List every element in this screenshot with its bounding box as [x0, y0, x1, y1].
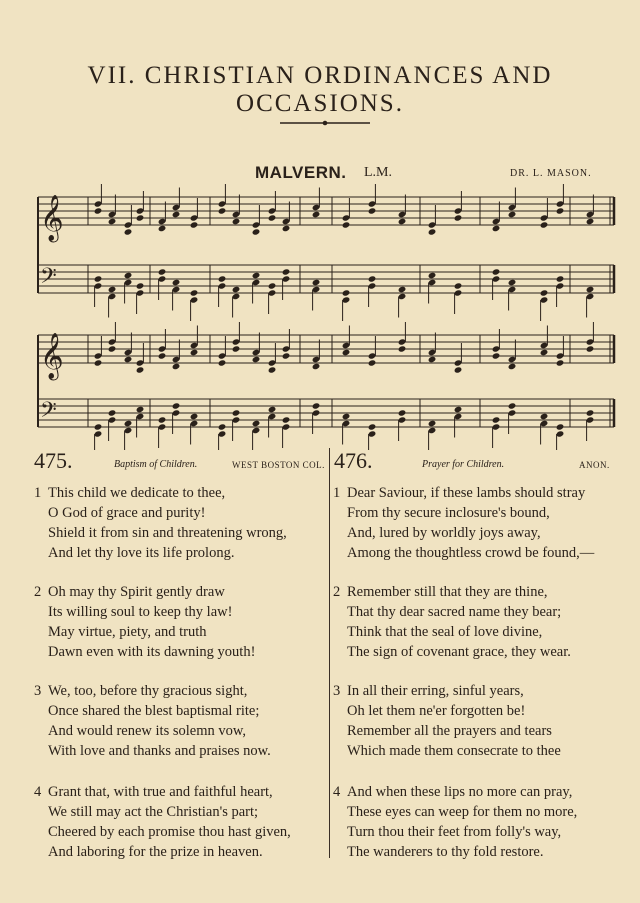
stanza-line: O God of grace and purity!: [48, 505, 206, 521]
note-head: [172, 402, 181, 409]
note-head: [232, 286, 241, 293]
stanza-line: Which made them consecrate to thee: [347, 743, 561, 759]
verse-number: 1: [34, 485, 42, 501]
stanza-line: Oh let them ne'er forgotten be!: [347, 703, 526, 719]
note-head: [342, 413, 351, 420]
stanza: [34, 582, 255, 662]
stanza-line: Dear Saviour, if these lambs should stray: [347, 485, 586, 501]
note-head: [454, 366, 463, 373]
note-head: [218, 207, 227, 214]
stanza-line: Its willing soul to keep thy law!: [48, 604, 233, 620]
note-head: [268, 214, 277, 221]
note-head: [136, 406, 145, 413]
verse-number: 4: [333, 784, 341, 800]
note-head: [398, 345, 407, 352]
stanza-line: That thy dear sacred name they bear;: [347, 604, 562, 620]
note-head: [428, 272, 437, 279]
hymn-occasion: Baptism of Children.: [114, 459, 198, 470]
stanza-line: And would renew its solemn vow,: [48, 723, 247, 739]
stanza: [333, 782, 577, 862]
hymn-source: ANON.: [579, 460, 610, 470]
note-head: [232, 345, 241, 352]
note-head: [508, 363, 517, 370]
note-head: [282, 352, 291, 359]
note-head: [368, 207, 377, 214]
stanza-line: We, too, before thy gracious sight,: [48, 683, 248, 699]
stanza-line: Oh may thy Spirit gently draw: [48, 584, 225, 600]
note-head: [428, 356, 437, 363]
stanza: [333, 681, 561, 761]
note-head: [312, 363, 321, 370]
note-head: [124, 272, 133, 279]
note-head: [172, 363, 181, 370]
tune-composer: DR. L. MASON.: [510, 168, 592, 179]
note-head: [124, 356, 133, 363]
note-head: [158, 268, 167, 275]
note-head: [540, 413, 549, 420]
note-head: [136, 282, 145, 289]
bass-clef-icon: 𝄢: [40, 264, 57, 294]
hymn-number: 476.: [334, 448, 373, 473]
stanza: [333, 582, 571, 662]
note-head: [398, 409, 407, 416]
stanza-line: May virtue, piety, and truth: [48, 624, 207, 640]
verse-number: 3: [333, 683, 341, 699]
verse-number: 4: [34, 784, 42, 800]
note-head: [268, 366, 277, 373]
note-head: [586, 345, 595, 352]
stanza-line: Grant that, with true and faithful heart,: [48, 784, 273, 800]
note-head: [586, 409, 595, 416]
stanza-line: These eyes can weep for them no more,: [347, 804, 578, 820]
note-head: [136, 214, 145, 221]
note-head: [312, 279, 321, 286]
note-head: [158, 416, 167, 423]
hymn-occasion: Prayer for Children.: [422, 459, 505, 470]
note-head: [190, 289, 199, 296]
section-title: VII. CHRISTIAN ORDINANCES AND OCCASIONS.: [87, 62, 553, 117]
note-head: [232, 218, 241, 225]
note-head: [586, 218, 595, 225]
note-head: [508, 279, 517, 286]
stanza-line: We still may act the Christian's part;: [48, 804, 259, 820]
stanza-line: Dawn even with its dawning youth!: [48, 644, 256, 660]
note-head: [312, 211, 321, 218]
note-head: [108, 409, 117, 416]
note-head: [268, 406, 277, 413]
treble-clef-icon: 𝄞: [40, 333, 64, 379]
treble-clef-icon: 𝄞: [40, 195, 64, 241]
tune-name: MALVERN.: [255, 163, 347, 182]
note-head: [218, 275, 227, 282]
note-head: [158, 225, 167, 232]
note-head: [282, 416, 291, 423]
stanza-line: And when these lips no more can pray,: [347, 784, 573, 800]
note-head: [342, 289, 351, 296]
note-head: [454, 282, 463, 289]
stanza-line: Turn thou their feet from folly's way,: [347, 824, 562, 840]
note-head: [94, 423, 103, 430]
note-head: [342, 221, 351, 228]
note-head: [540, 289, 549, 296]
note-head: [492, 225, 501, 232]
note-head: [368, 275, 377, 282]
verse-number: 3: [34, 683, 42, 699]
stanza-line: The sign of covenant grace, they wear.: [347, 644, 571, 660]
stanza-line: This child we dedicate to thee,: [48, 485, 226, 501]
note-head: [158, 352, 167, 359]
note-head: [218, 423, 227, 430]
note-head: [190, 349, 199, 356]
note-head: [268, 282, 277, 289]
bass-clef-icon: 𝄢: [40, 398, 57, 428]
note-head: [492, 416, 501, 423]
note-head: [586, 286, 595, 293]
music-score: [0, 0, 640, 450]
note-head: [190, 413, 199, 420]
stanza-line: And let thy love its life prolong.: [48, 545, 235, 561]
note-head: [282, 268, 291, 275]
note-head: [312, 402, 321, 409]
stanza-line: Cheered by each promise thou hast given,: [48, 824, 291, 840]
note-head: [282, 225, 291, 232]
note-head: [94, 207, 103, 214]
note-head: [232, 409, 241, 416]
note-head: [252, 272, 261, 279]
note-head: [252, 356, 261, 363]
note-head: [252, 228, 261, 235]
verse-number: 2: [333, 584, 341, 600]
verse-number: 2: [34, 584, 42, 600]
stanza-line: Among the thoughtless crowd be found,—: [347, 545, 595, 561]
stanza-line: Remember still that they are thine,: [347, 584, 548, 600]
note-head: [108, 345, 117, 352]
stanza-line: Once shared the blest baptismal rite;: [48, 703, 260, 719]
note-head: [124, 228, 133, 235]
stanza-line: With love and thanks and praises now.: [48, 743, 271, 759]
column-divider: [329, 448, 330, 858]
stanza: [34, 681, 271, 761]
stanza-line: And, lured by worldly joys away,: [347, 525, 541, 541]
stanza-line: And laboring for the prize in heaven.: [48, 844, 263, 860]
stanza: [34, 782, 291, 862]
verse-number: 1: [333, 485, 341, 501]
note-head: [428, 228, 437, 235]
note-head: [508, 402, 517, 409]
note-head: [398, 218, 407, 225]
note-head: [556, 275, 565, 282]
note-head: [218, 359, 227, 366]
stanza-line: In all their erring, sinful years,: [347, 683, 524, 699]
note-head: [556, 207, 565, 214]
note-head: [454, 214, 463, 221]
stanza-line: Remember all the prayers and tears: [347, 723, 552, 739]
stanza-line: From thy secure inclosure's bound,: [347, 505, 550, 521]
hymn-number: 475.: [34, 448, 73, 473]
note-head: [368, 423, 377, 430]
note-head: [492, 268, 501, 275]
stanza: [34, 483, 287, 563]
note-head: [94, 275, 103, 282]
stanza: [333, 483, 594, 563]
note-head: [508, 211, 517, 218]
stanza-line: Shield it from sin and threatening wrong,: [48, 525, 287, 541]
note-head: [94, 359, 103, 366]
note-head: [172, 279, 181, 286]
note-head: [454, 406, 463, 413]
note-head: [136, 366, 145, 373]
note-head: [172, 211, 181, 218]
note-head: [556, 359, 565, 366]
note-head: [108, 218, 117, 225]
note-head: [108, 286, 117, 293]
note-head: [556, 423, 565, 430]
hymn-source: WEST BOSTON COL.: [232, 460, 325, 470]
note-head: [368, 359, 377, 366]
stanza-line: Think that the seal of love divine,: [347, 624, 543, 640]
note-head: [342, 349, 351, 356]
note-head: [492, 352, 501, 359]
note-head: [398, 286, 407, 293]
note-head: [190, 221, 199, 228]
note-head: [428, 420, 437, 427]
note-head: [124, 420, 133, 427]
note-head: [252, 420, 261, 427]
note-head: [540, 349, 549, 356]
note-head: [540, 221, 549, 228]
tune-meter: L.M.: [364, 165, 392, 180]
stanza-line: The wanderers to thy fold restore.: [347, 844, 544, 860]
